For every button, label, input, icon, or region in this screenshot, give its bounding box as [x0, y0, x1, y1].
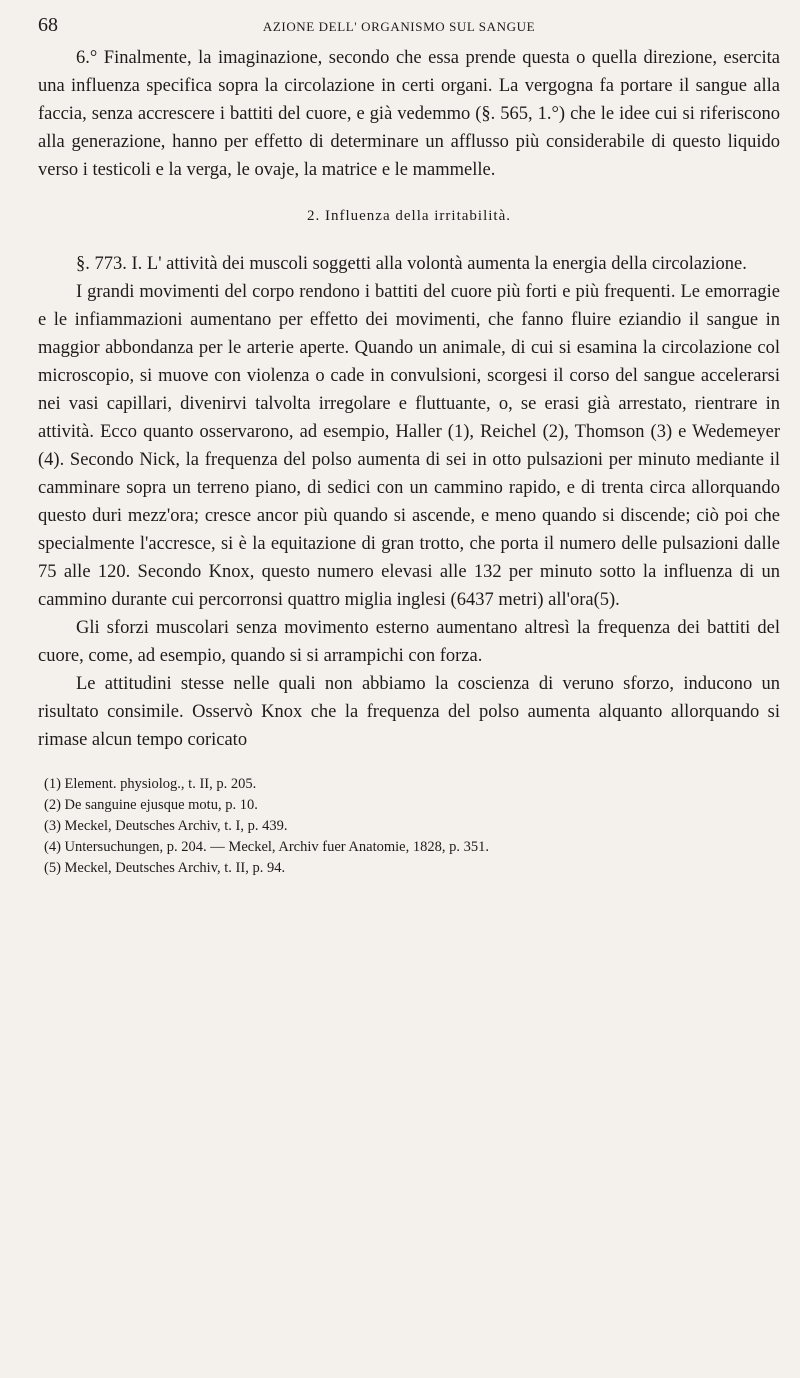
footnotes [38, 774, 780, 879]
footnote-2: (2) De sanguine ejusque motu, p. 10. [44, 797, 258, 813]
footnote-1: (1) Element. physiolog., t. II, p. 205. [44, 776, 257, 792]
paragraph-sforzi-muscolari: Gli sforzi muscolari senza movimento esterno aumentano altresì la frequenza dei battiti del cuore, come, ad esempio, quando si si arrampichi con forza. [38, 618, 780, 666]
running-head [38, 14, 780, 40]
paragraph-finalmente: 6.° Finalmente, la imaginazione, secondo che essa prende questa o quella direzione, esercita una influenza specifica sopra la circolazione in certi organi. La vergogna fa portare il sangue alla faccia, senza accrescere i battiti del cuore, e già vedemmo (§. 565, 1.°) che le idee cui si riferiscono alla generazione, hanno per effetto di determinare un afflusso più considerabile di questo liquido verso i testicoli e la verga, le ovaje, la matrice e le mammelle. [38, 48, 780, 180]
page-number: 68 [38, 14, 58, 36]
paragraph-grandi-movimenti: I grandi movimenti del corpo rendono i battiti del cuore più forti e più frequenti. Le emorragie e le infiammazioni aumentano per effetto dei movimenti, che fanno fluire eziandio il sangue in maggior abbondanza per le arterie aperte. Quando un animale, di cui si esamina la circolazione col microscopio, si muove con violenza o cade in convulsioni, scorgesi il corso del sangue accelerarsi nei vasi capillari, divenirvi talvolta irregolare e fluttuante, o, se erasi già arrestato, rientrare in attività. Ecco quanto osservarono, ad esempio, Haller (1), Reichel (2), Thomson (3) e Wedemeyer (4). Secondo Nick, la frequenza del polso aumenta di sei in otto pulsazioni per minuto mediante il camminare sopra un terreno piano, di sedici con un cammino rapido, e di trenta circa allorquando questo duri mezz'ora; cresce ancor più quando si ascende, e meno quando si discende; ciò poi che specialmente l'accresce, si è la equitazione di gran trotto, che porta il numero delle pulsazioni dalle 75 alle 120. Secondo Knox, questo numero elevasi alle 132 per minuto sotto la influenza di un cammino durante cui percorronsi quattro miglia inglesi (6437 metri) all'ora(5). [38, 282, 780, 610]
running-title: AZIONE DELL' ORGANISMO SUL SANGUE [262, 19, 536, 34]
book-page [38, 14, 780, 879]
paragraph-attitudini: Le attitudini stesse nelle quali non abbiamo la coscienza di veruno sforzo, inducono un risultato consimile. Osservò Knox che la frequenza del polso aumenta alquanto allorquando si rimase alcun tempo coricato [38, 674, 780, 750]
footnote-3: (3) Meckel, Deutsches Archiv, t. I, p. 439. [44, 818, 288, 834]
paragraph-section-773: §. 773. I. L' attività dei muscoli soggetti alla volontà aumenta la energia della circolazione. [76, 254, 747, 274]
footnote-5: (5) Meckel, Deutsches Archiv, t. II, p. 94. [44, 860, 286, 876]
footnote-4: (4) Untersuchungen, p. 204. — Meckel, Archiv fuer Anatomie, 1828, p. 351. [44, 839, 489, 855]
section-heading: 2. Influenza della irritabilità. [306, 208, 511, 224]
